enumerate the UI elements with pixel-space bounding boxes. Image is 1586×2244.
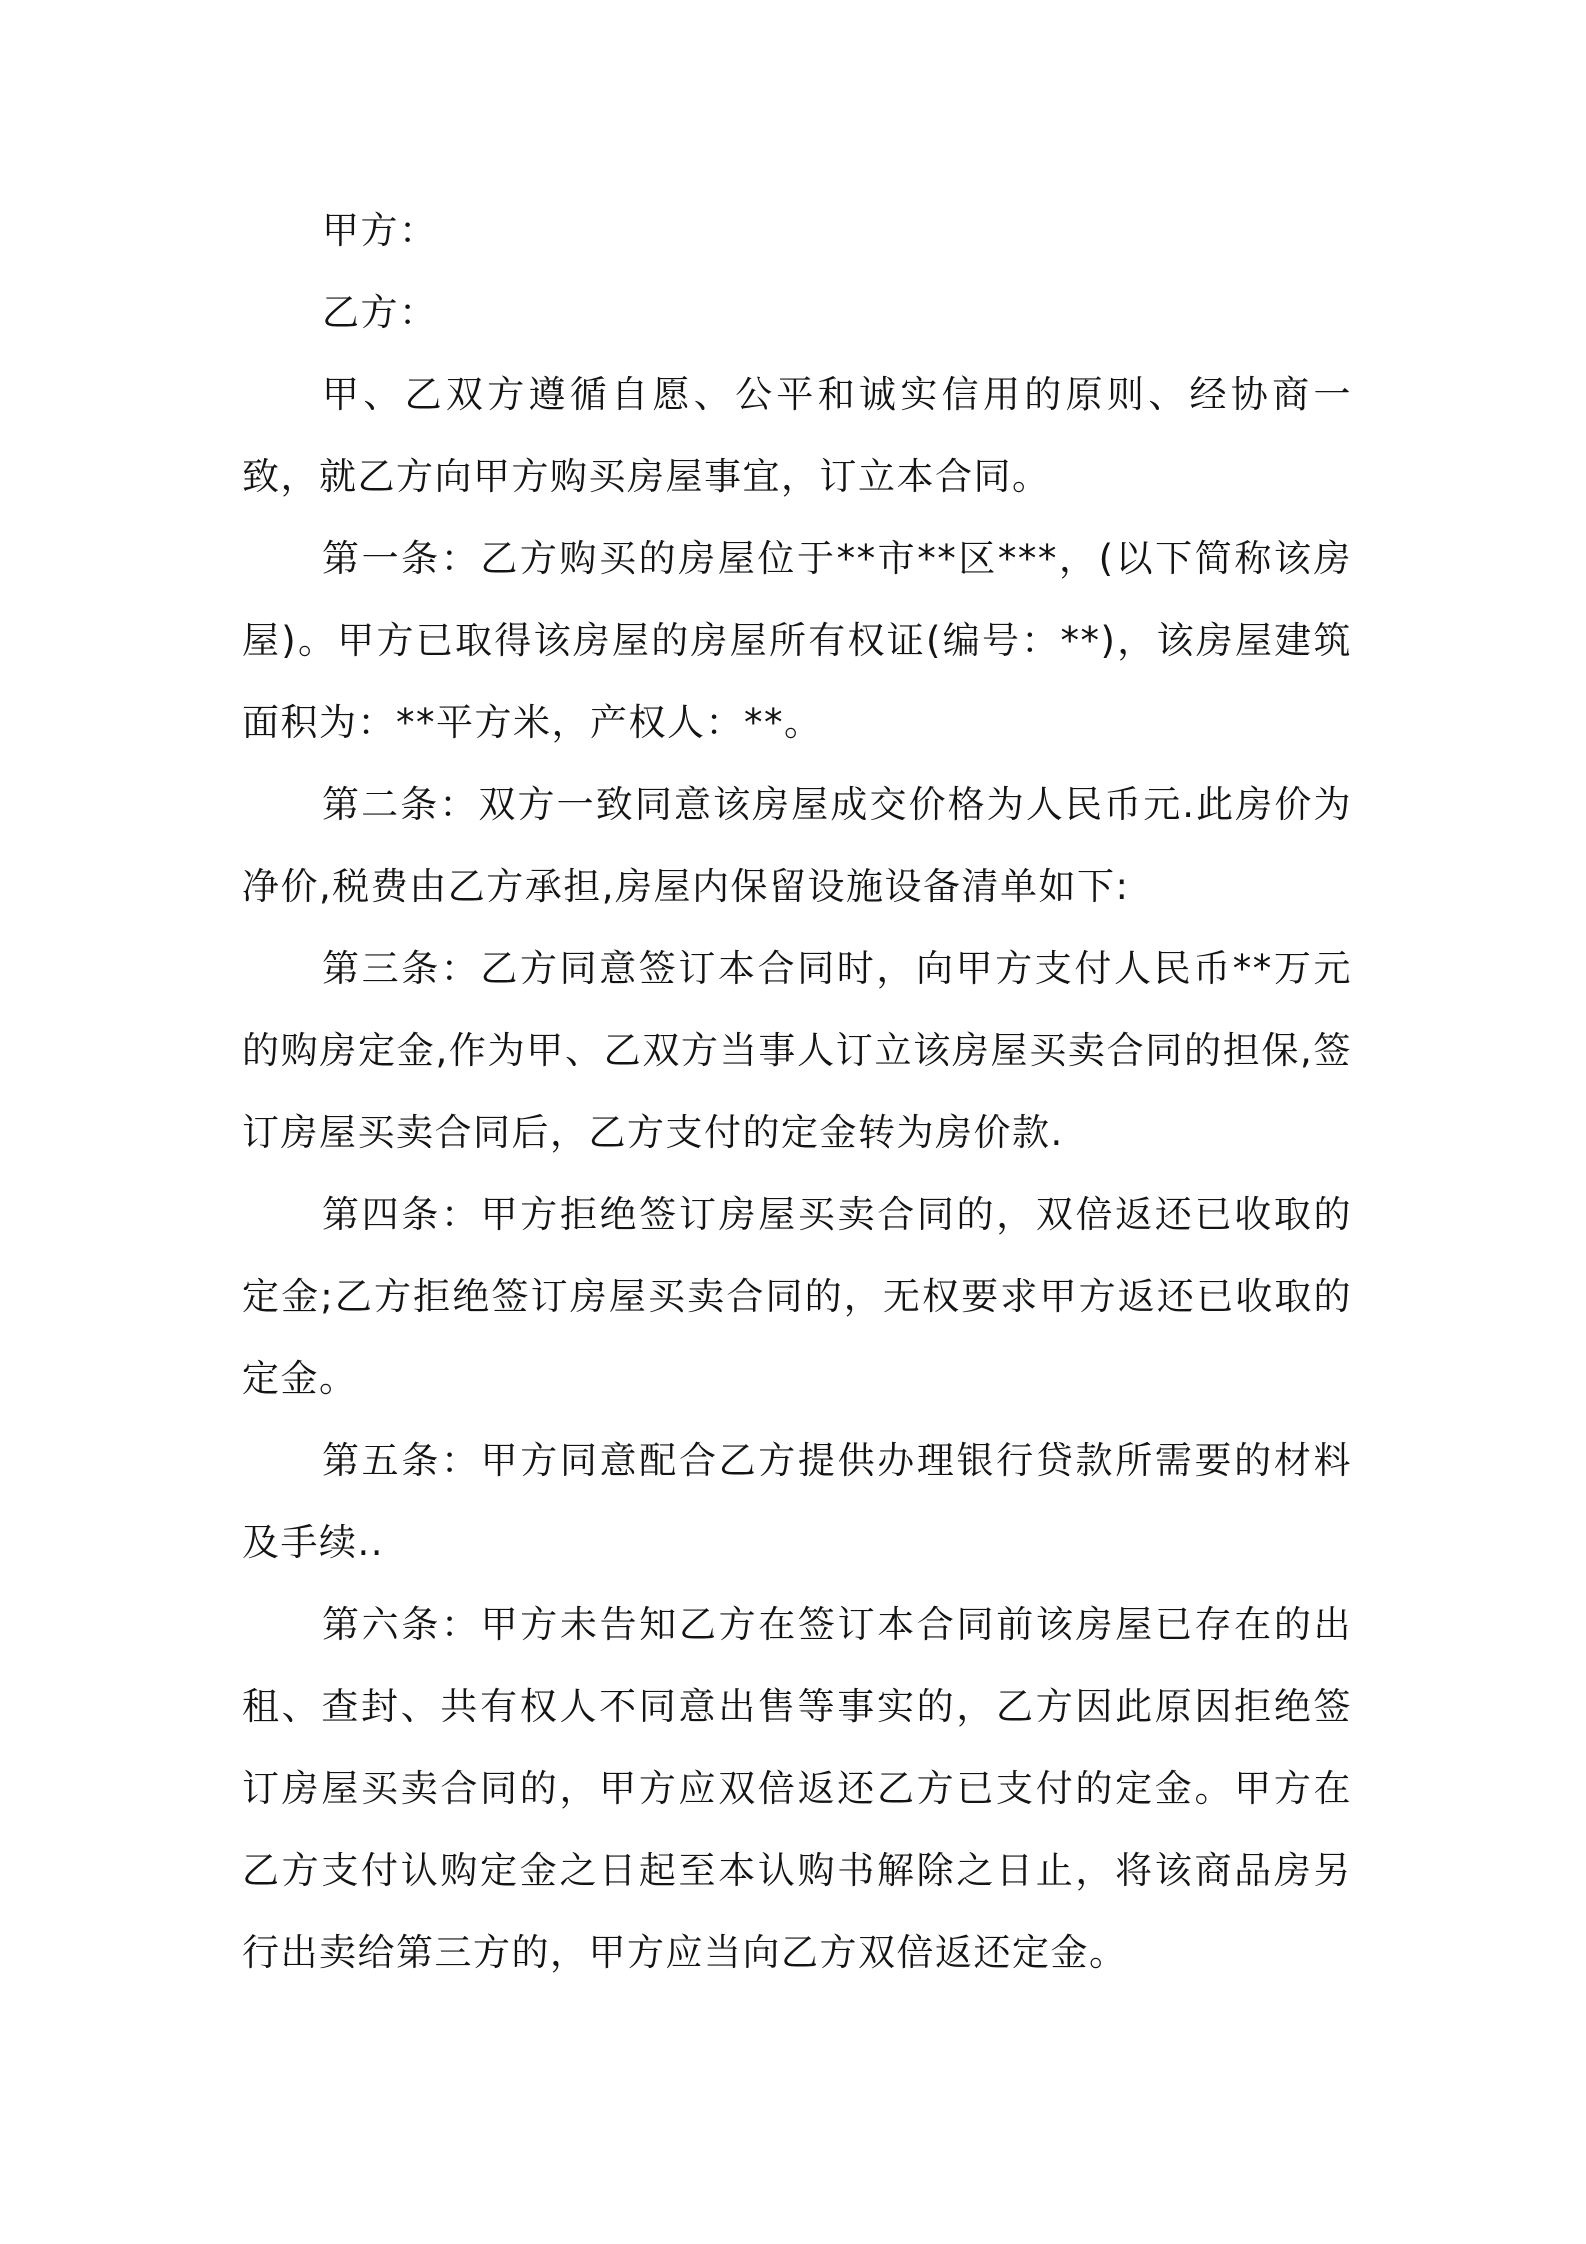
party-b-line: 乙方： bbox=[322, 291, 438, 334]
article-5-paragraph: 第五条：甲方同意配合乙方提供办理银行贷款所需要的材料及手续.. bbox=[242, 1439, 1352, 1564]
article-2-paragraph: 第二条：双方一致同意该房屋成交价格为人民币元.此房价为净价,税费由乙方承担,房屋内保留设施设备清单如下: bbox=[242, 783, 1352, 908]
document-body bbox=[242, 190, 1352, 1994]
article-4-paragraph: 第四条：甲方拒绝签订房屋买卖合同的，双倍返还已收取的定金;乙方拒绝签订房屋买卖合同的，无权要求甲方返还已收取的定金。 bbox=[242, 1193, 1352, 1400]
article-1-paragraph: 第一条：乙方购买的房屋位于**市**区***，(以下简称该房屋)。甲方已取得该房屋的房屋所有权证(编号：**)，该房屋建筑面积为：**平方米，产权人：**。 bbox=[242, 537, 1352, 744]
preamble-paragraph: 甲、乙双方遵循自愿、公平和诚实信用的原则、经协商一致，就乙方向甲方购买房屋事宜，订立本合同。 bbox=[242, 373, 1352, 498]
article-3-paragraph: 第三条：乙方同意签订本合同时，向甲方支付人民币**万元的购房定金,作为甲、乙双方当事人订立该房屋买卖合同的担保,签订房屋买卖合同后，乙方支付的定金转为房价款. bbox=[242, 947, 1352, 1154]
article-6-paragraph: 第六条：甲方未告知乙方在签订本合同前该房屋已存在的出租、查封、共有权人不同意出售等事实的，乙方因此原因拒绝签订房屋买卖合同的，甲方应双倍返还乙方已支付的定金。甲方在乙方支付认购定金之日起至本认购书解除之日止，将该商品房另行出卖给第三方的，甲方应当向乙方双倍返还定金。 bbox=[242, 1603, 1352, 1974]
party-a-line: 甲方： bbox=[322, 209, 438, 252]
